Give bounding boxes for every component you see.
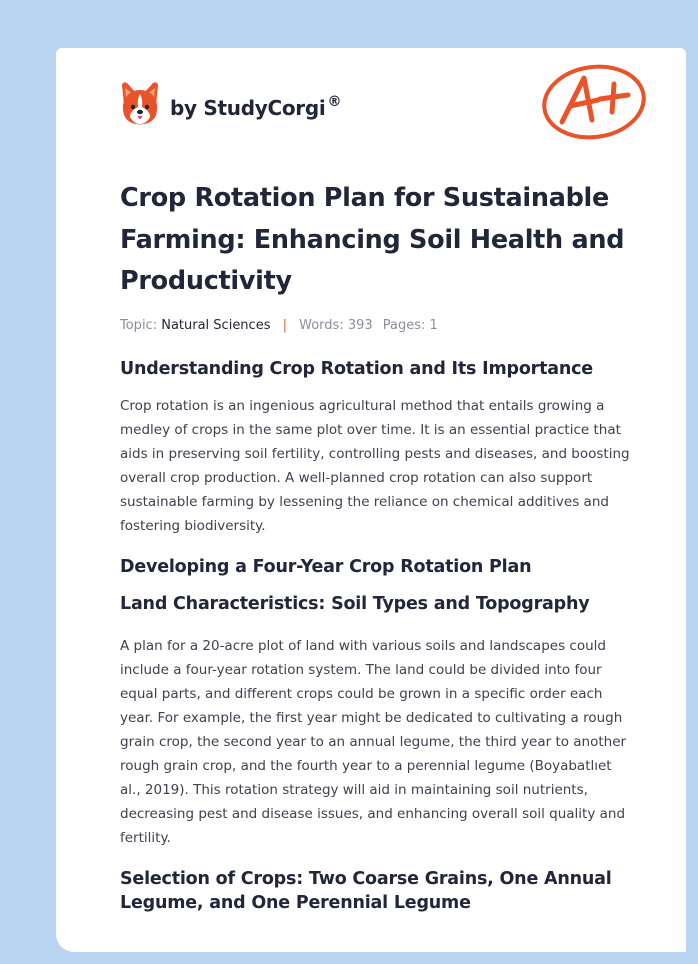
- page-title: Crop Rotation Plan for Sustainable Farming: Enhancing Soil Health and Productivity: [120, 183, 625, 296]
- document-content: [120, 178, 630, 915]
- section-heading-understanding: Understanding Crop Rotation and Its Importance: [120, 358, 593, 379]
- word-count: Words: 393: [299, 317, 373, 333]
- document-page: [56, 48, 686, 952]
- section-heading-land-characteristics: Land Characteristics: Soil Types and Topography: [120, 593, 590, 614]
- topic-label: Topic:: [120, 317, 158, 333]
- logo-wordmark: by StudyCorgi: [170, 96, 326, 120]
- corgi-icon: [120, 81, 160, 131]
- section-paragraph-land-characteristics: A plan for a 20-acre plot of land with various soils and landscapes could include a four-year rotation system. The land could be divided into four equal parts, and different crops could be grown in a specific order each year. For example, the first year might be dedicated to cultivating a rough grain crop, the second year to an annual legume, the third year to another rough grain crop, and the fourth year to a perennial legume (Boyabatlıet al., 2019). This rotation strategy will aid in maintaining soil nutrients, decreasing pest and disease issues, and enhancing overall soil quality and fertility.: [120, 637, 627, 846]
- section-heading-selection-of-crops: Selection of Crops: Two Coarse Grains, One Annual Legume, and One Perennial Legume: [120, 868, 612, 913]
- document-meta: [120, 318, 630, 333]
- studycorgi-logo[interactable]: [120, 76, 341, 136]
- page-count: Pages: 1: [382, 317, 438, 333]
- meta-separator: |: [282, 317, 287, 333]
- topic-link[interactable]: Natural Sciences: [161, 317, 271, 333]
- header: [120, 76, 640, 146]
- section-paragraph-understanding: Crop rotation is an ingenious agricultural method that entails growing a medley of crops in the same plot over time. It is an essential practice that aids in preserving soil fertility, controlling pests and diseases, and boosting overall crop production. A well-planned crop rotation can also support sustainable farming by lessening the reliance on chemical additives and fostering biodiversity.: [120, 397, 630, 534]
- grade-a-plus-stamp: [540, 62, 650, 146]
- registered-mark: ®: [327, 94, 342, 110]
- section-heading-four-year-plan: Developing a Four-Year Crop Rotation Plan: [120, 556, 532, 577]
- logo-text: [170, 96, 341, 120]
